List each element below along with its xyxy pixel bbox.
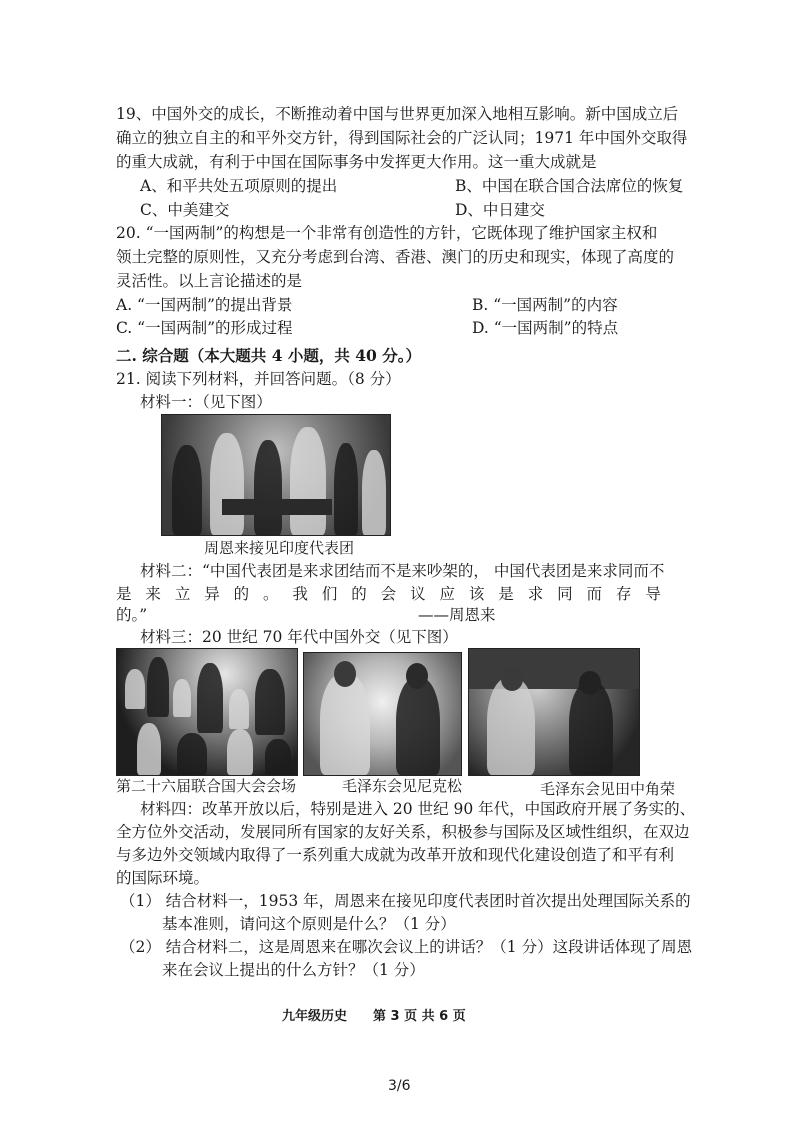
m2-char: 我	[292, 585, 308, 603]
q21-intro: 21. 阅读下列材料，并回答问题。（8 分）	[116, 370, 401, 388]
m2-char: 同	[557, 585, 573, 603]
material-4-line-1: 材料四：改革开放以后，特别是进入 20 世纪 90 年代，中国政府开展了务实的、	[140, 800, 696, 818]
photo-26th-un-general-assembly	[116, 648, 298, 776]
material-3-caption-1: 第二十六届联合国大会会场	[116, 777, 297, 795]
material-3-caption-2: 毛泽东会见尼克松	[342, 777, 463, 795]
q19-option-c: C、中美建交	[140, 201, 230, 219]
m2-char: 而	[586, 585, 603, 603]
page-footer: 九年级历史 第 3 页 共 6 页	[282, 1009, 466, 1024]
m2-char: 是	[498, 585, 514, 603]
q19-option-a: A、和平共处五项原则的提出	[140, 177, 338, 195]
m2-char: 的	[351, 585, 367, 603]
material-4-line-4: 的国际环境。	[116, 869, 210, 887]
q20-option-d: D. “一国两制”的特点	[472, 319, 619, 337]
m2-char: 求	[527, 585, 544, 603]
q20-line-1: 20. “一国两制”的构想是一个非常有创造性的方针，它既体现了维护国家主权和	[116, 224, 658, 242]
q20-option-a: A. “一国两制”的提出背景	[116, 296, 293, 314]
material-2-line-1: 材料二：“中国代表团是来求团结而不是来吵架的， 中国代表团是来求同而不	[140, 562, 665, 580]
q20-line-2: 领土完整的原则性，又充分考虑到台湾、香港、澳门的历史和现实，体现了高度的	[116, 248, 675, 266]
material-3-label: 材料三：20 世纪 70 年代中国外交（见下图）	[140, 628, 458, 646]
m2-char: 存	[615, 585, 632, 603]
material-2-line-2	[116, 583, 661, 605]
m2-char: 导	[645, 585, 661, 603]
material-4-line-3: 与多边外交领域内取得了一系列重大成就为改革开放和现代化建设创造了和平有利	[116, 846, 675, 864]
material-2-source: ——周恩来	[418, 606, 496, 624]
q20-option-b: B. “一国两制”的内容	[472, 296, 618, 314]
material-1-caption: 周恩来接见印度代表团	[204, 539, 355, 557]
m2-char: 议	[410, 585, 426, 603]
q20-option-c: C. “一国两制”的形成过程	[116, 319, 293, 337]
m2-char: 会	[380, 585, 397, 603]
m2-char: 是	[116, 585, 132, 603]
m2-char: 异	[204, 585, 220, 603]
photo-zhou-enlai-indian-delegation	[161, 414, 391, 536]
q19-line-1: 19、中国外交的成长，不断推动着中国与世界更加深入地相互影响。新中国成立后	[116, 105, 679, 123]
material-2-line-3: 的。”	[116, 606, 148, 624]
q19-line-3: 的重大成就，有利于中国在国际事务中发挥更大作用。这一重大成就是	[116, 153, 597, 171]
subquestion-1-line-2: 基本准则，请问这个原则是什么？（1 分）	[162, 915, 456, 933]
m2-char: 应	[439, 585, 455, 603]
q20-line-3: 灵活性。以上言论描述的是	[116, 272, 303, 290]
section-2-title: 二. 综合题（本大题共 4 小题，共 40 分。）	[116, 346, 421, 365]
subquestion-2-line-2: 来在会议上提出的什么方针？（1 分）	[162, 961, 425, 979]
m2-char: 的	[233, 585, 250, 603]
subquestion-1-line-1: （1） 结合材料一，1953 年，周恩来在接见印度代表团时首次提出处理国际关系的	[120, 892, 691, 910]
material-3-caption-3: 毛泽东会见田中角荣	[540, 780, 676, 798]
q19-line-2: 确立的独立自主的和平外交方针，得到国际社会的广泛认同；1971 年中国外交取得	[116, 129, 688, 147]
material-1-label: 材料一：（见下图）	[140, 393, 272, 411]
photo-mao-meets-nixon	[303, 652, 462, 776]
material-4-line-2: 全方位外交活动，发展同所有国家的友好关系，积极参与国际及区域性组织，在双边	[116, 823, 690, 841]
photo-mao-meets-tanaka	[468, 648, 640, 776]
m2-char: 。	[263, 585, 279, 603]
m2-char: 来	[145, 585, 161, 603]
subquestion-2-line-1: （2） 结合材料二，这是周恩来在哪次会议上的讲话？（1 分）这段讲话体现了周恩	[120, 938, 693, 956]
q19-option-d: D、中日建交	[455, 201, 545, 219]
q19-option-b: B、中国在联合国合法席位的恢复	[455, 177, 684, 195]
m2-char: 们	[321, 585, 338, 603]
page-indicator: 3/6	[388, 1078, 411, 1094]
m2-char: 立	[174, 585, 191, 603]
m2-char: 该	[468, 585, 485, 603]
